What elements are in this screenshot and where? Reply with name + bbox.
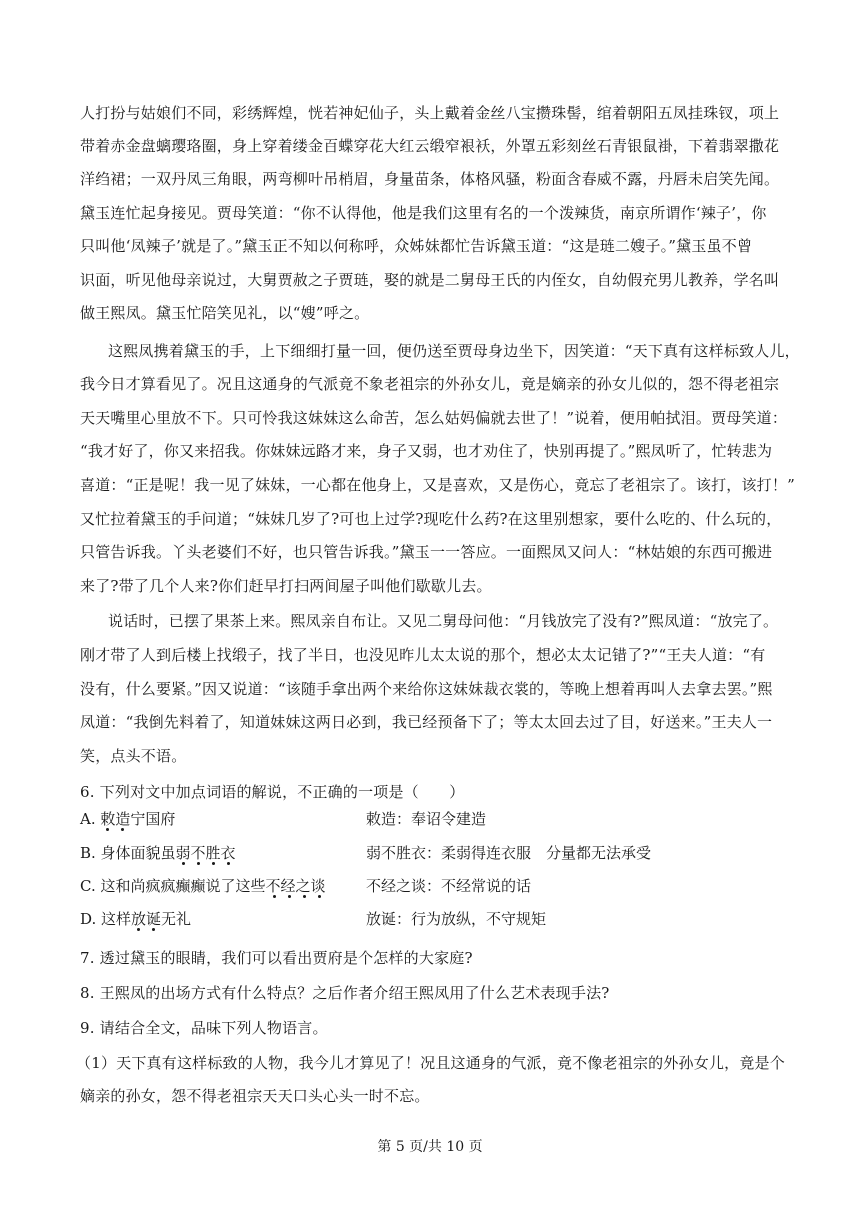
- emphasis-dot: [318, 895, 321, 898]
- emphasis-dot: [152, 928, 155, 931]
- passage-line: 凤道：“我倒先料着了，知道妹妹这两日必到，我已经预备下了；等太太回去过了目，好送来。”王夫人一: [80, 713, 773, 731]
- passage-line: 做王熙凤。黛玉忙陪笑见礼，以“嫂”呼之。: [80, 304, 370, 322]
- passage-line: 洋绉裙；一双丹凤三角眼，两弯柳叶吊梢眉，身量苗条，体格风骚，粉面含春威不露，丹唇未启笑先闻。: [80, 170, 780, 188]
- option-d-text: D. 这样放诞无礼: [80, 910, 192, 928]
- passage-line: 识面，听见他母亲说过，大舅贾赦之子贾琏，娶的就是二舅母王氏的内侄女，自幼假充男儿教养，学名叫: [80, 271, 780, 289]
- question-9-sub1: （1）天下真有这样标致的人物，我今儿才算见了！况且这通身的气派，竟不像老祖宗的外孙女儿，竟是个: [76, 1054, 785, 1072]
- emphasis-dot: [106, 828, 109, 831]
- passage-line: “我才好了，你又来招我。你妹妹远路才来，身子又弱，也才劝住了，快别再提了。”熙凤听了，忙转悲为: [80, 442, 773, 460]
- passage-line: 说话时，已摆了果茶上来。熙凤亲自布让。又见二舅母问他：“月钱放完了没有?”熙凤道：“放完了。: [108, 612, 779, 630]
- passage-line: 这熙凤携着黛玉的手，上下细细打量一回，便仍送至贾母身边坐下，因笑道：“天下真有这样标致人儿，: [108, 342, 800, 360]
- question-9-stem: 9. 请结合全文，品味下列人物语言。: [80, 1019, 328, 1037]
- emphasis-dot: [182, 862, 185, 865]
- passage-line: 刚才带了人到后楼上找缎子，找了半日，也没见昨儿太太说的那个，想必太太记错了?”“王夫人道：“有: [80, 646, 766, 664]
- emphasis-dot: [303, 895, 306, 898]
- emphasis-dot: [212, 862, 215, 865]
- passage-line: 没有，什么要紧。”因又说道：“该随手拿出两个来给你这妹妹裁衣裳的，等晚上想着再叫人去拿去罢。”熙: [80, 680, 773, 698]
- emphasis-dot: [121, 828, 124, 831]
- passage-line: 喜道：“正是呢！我一见了妹妹，一心都在他身上，又是喜欢，又是伤心，竟忘了老祖宗了。该打，该打！”: [80, 476, 795, 494]
- option-a-text: A. 敕造宁国府: [80, 810, 176, 828]
- option-c-explanation: 不经之谈：不经常说的话: [366, 877, 532, 895]
- option-b-explanation: 弱不胜衣：柔弱得连衣服 分量都无法承受: [366, 844, 652, 862]
- emphasis-dot: [227, 862, 230, 865]
- passage-line: 天天嘴里心里放不下。只可怜我这妹妹这么命苦，怎么姑妈偏就去世了！”说着，便用帕拭泪。贾母笑道：: [80, 409, 788, 427]
- emphasis-dot: [137, 928, 140, 931]
- passage-line: 我今日才算看见了。况且这通身的气派竟不象老祖宗的外孙女儿，竟是嫡亲的孙女儿似的，怨不得老祖宗: [80, 375, 780, 393]
- question-9-sub1-cont: 嫡亲的孙女，怨不得老祖宗天天口头心头一时不忘。: [80, 1087, 430, 1105]
- question-stem: 6. 下列对文中加点词语的解说，不正确的一项是（ ）: [80, 783, 465, 801]
- option-c-text: C. 这和尚疯疯癫癫说了这些不经之谈: [80, 877, 326, 895]
- passage-line: 来了?带了几个人来?你们赶早打扫两间屋子叫他们歇歇儿去。: [80, 577, 492, 595]
- option-a-explanation: 敕造：奉诏令建造: [366, 810, 487, 828]
- passage-line: 人打扮与姑娘们不同，彩绣辉煌，恍若神妃仙子，头上戴着金丝八宝攒珠髻，绾着朝阳五凤挂珠钗，项上: [80, 104, 780, 122]
- question-7: 7. 透过黛玉的眼睛，我们可以看出贾府是个怎样的大家庭?: [80, 949, 473, 967]
- passage-line: 又忙拉着黛玉的手问道；“妹妹几岁了?可也上过学?现吃什么药?在这里别想家，要什么吃的、什么玩的，: [80, 510, 782, 528]
- passage-line: 黛玉连忙起身接见。贾母笑道：“你不认得他，他是我们这里有名的一个泼辣货，南京所谓作‘辣子’，你: [80, 204, 767, 222]
- emphasis-dot: [288, 895, 291, 898]
- option-b-text: B. 身体面貌虽弱不胜衣: [80, 844, 236, 862]
- passage-line: 带着赤金盘螭璎珞圈，身上穿着缕金百蝶穿花大红云缎窄裉袄，外罩五彩刻丝石青银鼠褂，下着翡翠撒花: [80, 137, 780, 155]
- passage-line: 只叫他‘凤辣子’就是了。”黛玉正不知以何称呼，众姊妹都忙告诉黛玉道：“这是琏二嫂子。”黛玉虽不曾: [80, 237, 753, 255]
- emphasis-dot: [273, 895, 276, 898]
- passage-line: 笑，点头不语。: [80, 747, 187, 765]
- question-8: 8. 王熙凤的出场方式有什么特点？之后作者介绍王熙凤用了什么艺术表现手法?: [80, 984, 610, 1002]
- emphasis-dot: [197, 862, 200, 865]
- page-number: 第 5 页/共 10 页: [377, 1139, 483, 1155]
- passage-line: 只管告诉我。丫头老婆们不好，也只管告诉我。”黛玉一一答应。一面熙凤又问人：“林姑娘的东西可搬进: [80, 543, 773, 561]
- option-d-explanation: 放诞：行为放纵，不守规矩: [366, 910, 547, 928]
